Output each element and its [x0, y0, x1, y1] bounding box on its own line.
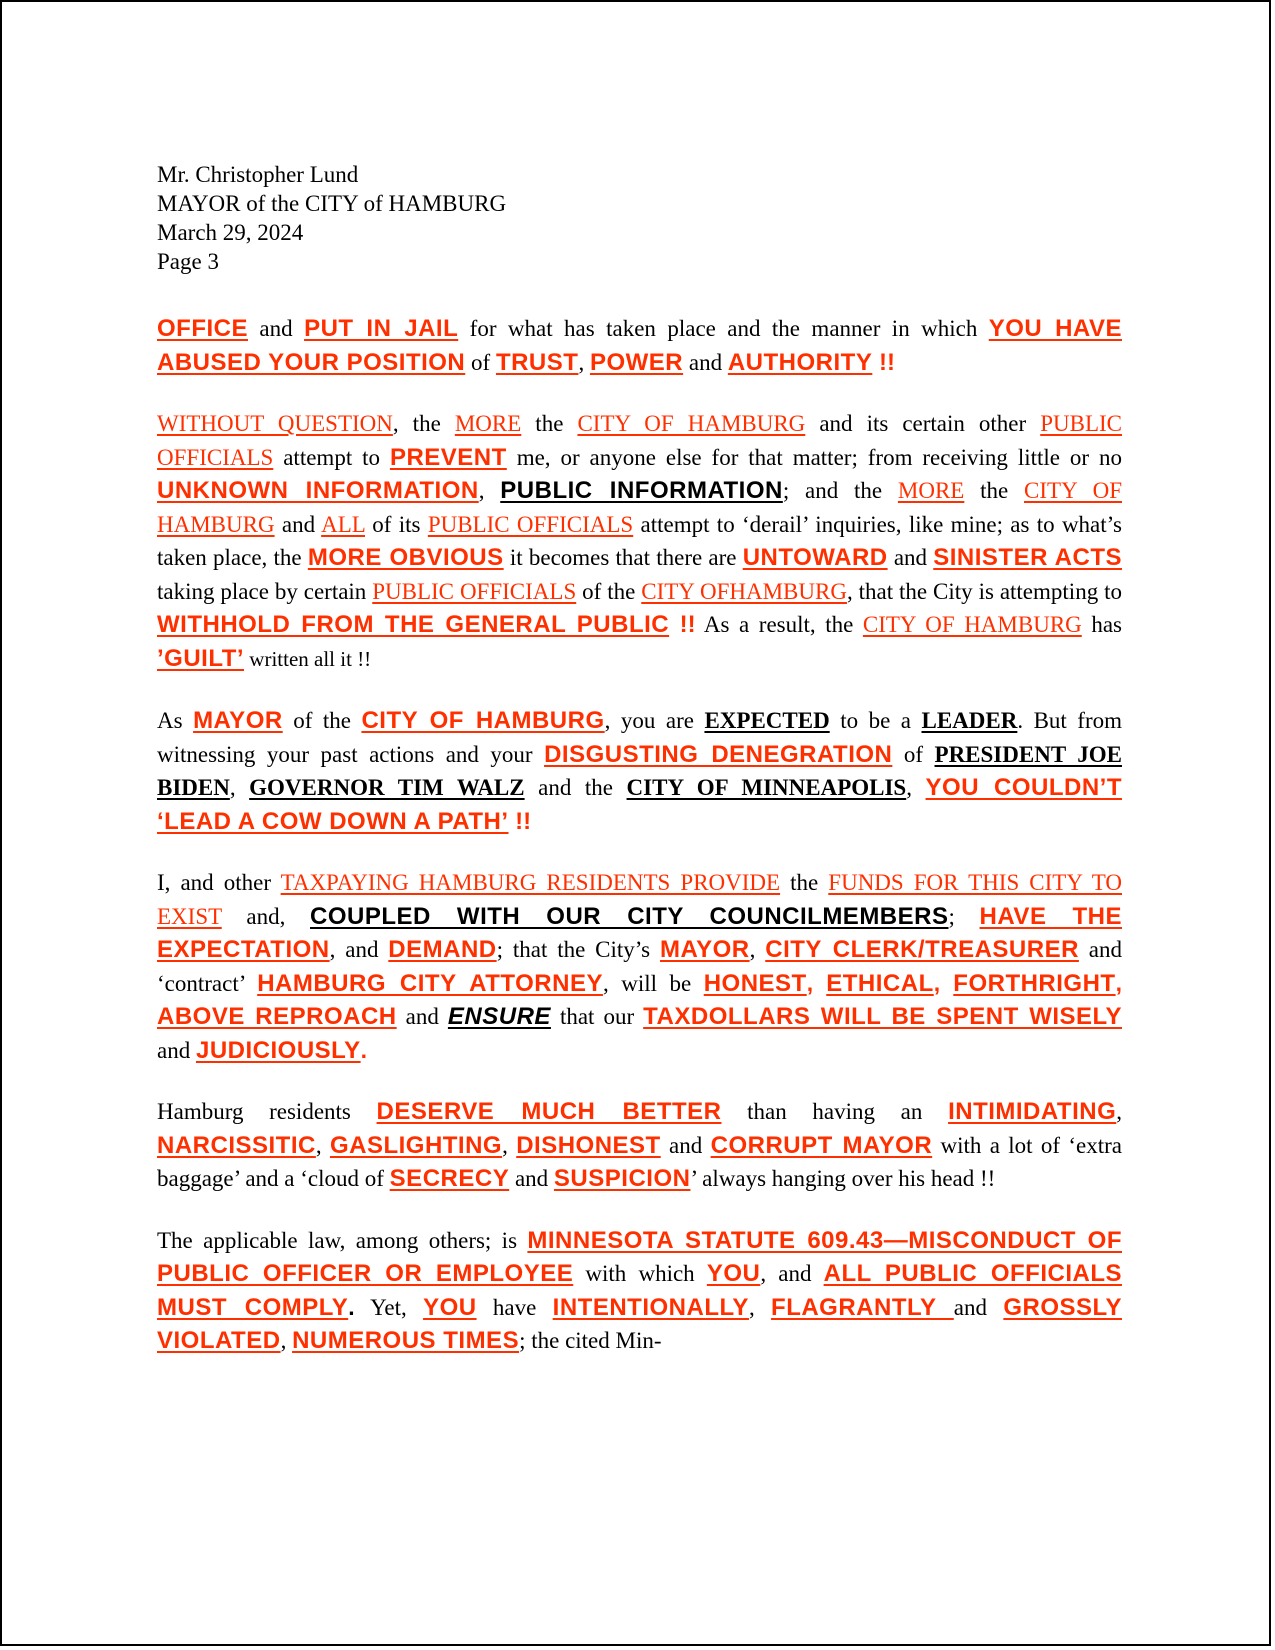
body-text: that our — [550, 1004, 644, 1029]
body-text: for what has taken place and the manner in which — [458, 316, 989, 341]
paragraph-5 — [157, 1095, 1122, 1196]
emphasis-text: INTIMIDATING — [948, 1098, 1117, 1125]
body-text: As a result, the — [695, 612, 863, 637]
body-text: , and — [760, 1261, 824, 1286]
body-text: , — [280, 1328, 293, 1353]
emphasis-text: HAVE THE EXPECTATION — [157, 902, 1123, 963]
letter-body — [157, 160, 1122, 1386]
body-text: and its certain other — [805, 411, 1041, 436]
body-text: The applicable law, among others; is — [157, 1227, 528, 1253]
emphasis-punctuation: , — [933, 969, 954, 996]
body-text: , — [749, 937, 766, 962]
body-text: have — [476, 1294, 553, 1320]
emphasis-text: YOU — [706, 1260, 761, 1287]
emphasis-text: JUDICIOUSLY — [195, 1036, 361, 1064]
letter-date: March 29, 2024 — [157, 220, 304, 245]
black-underlined-text: LEADER — [921, 708, 1018, 733]
body-text: , — [229, 775, 250, 800]
red-underlined-text: TAXPAYING HAMBURG RESIDENTS PROVIDE — [280, 870, 781, 895]
emphasis-text: NUMEROUS TIMES — [292, 1327, 520, 1354]
emphasis-text: ’GUILT’ — [157, 644, 245, 672]
emphasis-text: ETHICAL — [826, 969, 934, 997]
paragraph-1 — [157, 312, 1122, 379]
red-underlined-text: PUBLIC OFFICIALS — [427, 511, 634, 537]
body-text: ; that the City’s — [496, 937, 660, 962]
emphasis-text: NARCISSITIC — [157, 1131, 316, 1159]
emphasis-text: TRUST — [495, 348, 579, 376]
body-text: , — [906, 775, 926, 800]
red-underlined-text: CITY OF HAMBURG — [577, 411, 806, 436]
emphasis-punctuation: , — [806, 969, 827, 996]
body-text: the — [964, 478, 1025, 503]
body-text: me, or anyone else for that matter; from receiving little or no — [506, 444, 1123, 470]
body-text: attempt to ‘derail’ inquiries, like mine; as to what’s taken place, the — [157, 511, 1122, 570]
body-text: and — [248, 316, 305, 341]
body-text: , — [1116, 1099, 1123, 1124]
body-text: ; the cited Min- — [519, 1328, 662, 1353]
emphasis-text: MAYOR — [193, 707, 283, 734]
red-underlined-text: MORE — [897, 478, 965, 503]
red-underlined-text: PUBLIC OFFICIALS — [157, 411, 1123, 470]
body-text: , — [502, 1132, 517, 1158]
emphasis-punctuation: . — [360, 1036, 368, 1063]
red-underlined-text: CITY OFHAMBURG — [641, 578, 847, 604]
body-text: and — [274, 511, 322, 537]
emphasis-text: GASLIGHTING — [329, 1131, 503, 1159]
emphasis-text: FLAGRANTLY — [771, 1293, 954, 1321]
body-text: has — [1081, 612, 1122, 637]
body-text: the — [521, 411, 578, 436]
body-text: and — [887, 545, 934, 570]
emphasis-text: HAMBURG CITY ATTORNEY — [257, 969, 603, 997]
body-text: , and — [329, 937, 389, 962]
exclamation-text: !! — [508, 807, 532, 835]
emphasis-text: ABOVE REPROACH — [157, 1003, 397, 1030]
black-underlined-text: EXPECTED — [704, 708, 830, 733]
body-text: than having an — [721, 1099, 949, 1124]
black-underlined-text: PRESIDENT JOE BIDEN — [157, 741, 1122, 800]
body-text: of the — [282, 708, 362, 733]
emphasis-text: GROSSLY VIOLATED — [157, 1293, 1122, 1354]
body-text: ’ always hanging over his head !! — [690, 1166, 996, 1191]
emphasis-text: MAYOR — [659, 936, 750, 963]
body-text: , that the City is attempting to — [846, 578, 1122, 604]
recipient-name: Mr. Christopher Lund — [157, 162, 359, 187]
emphasis-text: YOU — [423, 1293, 477, 1321]
body-text: ; — [948, 903, 980, 929]
body-text: with a lot of ‘extra baggage’ and a ‘cloud of — [157, 1132, 1122, 1191]
emphasis-text: UNKNOWN INFORMATION — [157, 477, 479, 504]
body-text: and — [157, 1037, 196, 1063]
body-text: , — [748, 1294, 772, 1320]
body-text: and — [660, 1132, 711, 1158]
paragraph-3 — [157, 704, 1122, 838]
recipient-title: MAYOR of the CITY of HAMBURG — [157, 191, 507, 216]
emphasis-text: SUSPICION — [553, 1165, 691, 1192]
emphasis-text: MINNESOTA STATUTE 609.43—MISCONDUCT OF PUBLIC OFFICER OR EMPLOYEE — [157, 1226, 1122, 1287]
emphasis-text: MORE OBVIOUS — [307, 544, 504, 571]
body-text: , — [578, 349, 590, 375]
emphasis-text: AUTHORITY — [727, 348, 873, 376]
body-text: Yet, — [354, 1294, 424, 1320]
body-text: , — [478, 478, 501, 503]
body-text: As — [157, 708, 194, 733]
emphasis-text: DISHONEST — [516, 1131, 661, 1159]
body-text: to be a — [829, 708, 922, 733]
emphasis-text: PUT IN JAIL — [304, 315, 459, 342]
emphasis-text: DESERVE MUCH BETTER — [376, 1098, 722, 1125]
paragraph-4 — [157, 866, 1122, 1067]
body-text: attempt to — [273, 444, 390, 470]
emphasis-text: UNTOWARD — [742, 544, 888, 571]
body-text: , — [315, 1132, 330, 1158]
emphasis-text: SECRECY — [389, 1165, 510, 1192]
body-text: of — [465, 349, 496, 375]
page-number: Page 3 — [157, 249, 219, 274]
emphasis-text: ALL PUBLIC OFFICIALS MUST COMPLY — [157, 1260, 1122, 1321]
emphasis-text: DISGUSTING DENEGRATION — [544, 740, 893, 768]
body-text: of — [892, 741, 935, 767]
emphasis-punctuation: . — [348, 1293, 355, 1320]
body-text: with which — [573, 1261, 707, 1286]
exclamation-text: !! — [669, 611, 696, 638]
emphasis-text: WITHHOLD FROM THE GENERAL PUBLIC — [157, 611, 670, 638]
emphasis-text: POWER — [589, 348, 684, 376]
emphasis-text: YOU HAVE ABUSED YOUR POSITION — [157, 315, 1122, 376]
body-text: and, — [221, 903, 311, 929]
body-text: of the — [576, 578, 642, 604]
emphasis-text: OFFICE — [157, 315, 248, 342]
body-text: taking place by certain — [157, 578, 373, 604]
emphasis-text: YOU COULDN’T ‘LEAD A COW DOWN A PATH’ — [157, 774, 1122, 835]
paragraph-2 — [157, 407, 1122, 676]
emphasis-text: DEMAND — [388, 936, 497, 963]
red-underlined-text: CITY OF HAMBURG — [157, 478, 1123, 537]
body-text: the — [780, 870, 829, 895]
body-text: I, and other — [157, 870, 281, 895]
emphasis-text: CITY CLERK/TREASURER — [765, 936, 1079, 963]
body-text: written all it !! — [244, 646, 372, 671]
emphasis-text: HONEST — [703, 969, 807, 997]
body-text: and ‘contract’ — [157, 937, 1122, 996]
black-underlined-text: GOVERNOR TIM WALZ — [249, 775, 525, 800]
black-emphasis-text: ENSURE — [447, 1003, 551, 1030]
emphasis-text: TAXDOLLARS WILL BE SPENT WISELY — [643, 1003, 1122, 1030]
exclamation-text: !! — [872, 348, 895, 376]
black-emphasis-text: PUBLIC INFORMATION — [500, 477, 783, 504]
body-text: of its — [365, 511, 428, 537]
body-text: . But from witnessing your past actions and your — [157, 708, 1123, 767]
body-text: , will be — [602, 970, 704, 996]
body-text: and — [953, 1294, 1004, 1320]
emphasis-punctuation: , — [1115, 969, 1122, 996]
red-underlined-text: MORE — [454, 411, 522, 436]
emphasis-text: SINISTER ACTS — [933, 544, 1123, 571]
red-underlined-text: ALL — [321, 511, 365, 537]
body-text: it becomes that there are — [503, 545, 743, 570]
paragraph-6 — [157, 1224, 1122, 1358]
red-underlined-text: CITY OF HAMBURG — [862, 612, 1082, 637]
emphasis-text: CORRUPT MAYOR — [710, 1131, 933, 1159]
emphasis-text: FORTHRIGHT — [953, 969, 1116, 997]
body-text: and — [396, 1004, 448, 1029]
black-underlined-text: CITY OF MINNEAPOLIS — [626, 775, 907, 800]
emphasis-text: INTENTIONALLY — [552, 1293, 749, 1321]
body-text: , the — [392, 411, 455, 436]
emphasis-text: CITY OF HAMBURG — [361, 707, 605, 734]
emphasis-text: PREVENT — [389, 443, 507, 471]
body-text: , you are — [604, 708, 705, 733]
red-underlined-text: PUBLIC OFFICIALS — [372, 578, 577, 604]
letter-header — [157, 160, 1122, 276]
body-text: and — [509, 1166, 554, 1191]
red-underlined-text: WITHOUT QUESTION — [157, 411, 393, 436]
black-emphasis-text: COUPLED WITH OUR CITY COUNCILMEMBERS — [310, 902, 949, 930]
body-text: Hamburg residents — [157, 1099, 377, 1124]
body-text: and — [683, 349, 728, 375]
body-text: and the — [524, 775, 627, 800]
body-text: ; and the — [782, 478, 898, 503]
red-underlined-text: FUNDS FOR THIS CITY TO EXIST — [157, 870, 1122, 929]
